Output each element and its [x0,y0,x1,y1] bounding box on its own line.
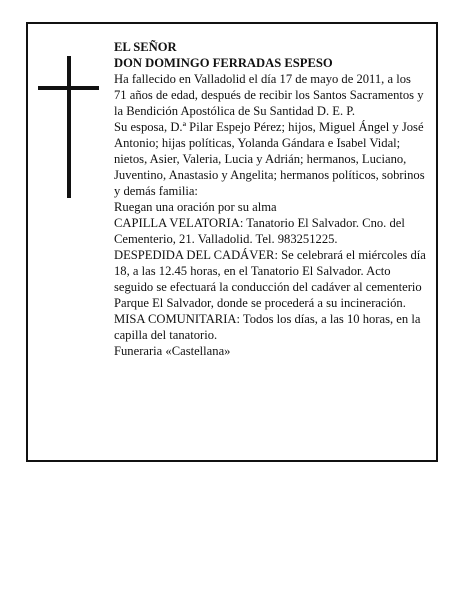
funeral-home: Funeraria «Castellana» [114,344,231,358]
deceased-name: DON DOMINGO FERRADAS ESPESO [114,56,333,70]
obituary-frame [26,22,438,462]
obituary-text [114,39,426,359]
farewell-paragraph: DESPEDIDA DEL CADÁVER: Se celebrará el miércoles día 18, a las 12.45 horas, en el Tanatorio El Salvador. Acto seguido se efectuará la conducción del cadáver al cementerio Parque El Salvador, donde se procederá a su incineración. [114,248,426,310]
prayer-request: Ruegan una oración por su alma [114,200,277,214]
chapel-paragraph: CAPILLA VELATORIA: Tanatorio El Salvador. Cno. del Cementerio, 21. Valladolid. Tel. 983251225. [114,216,405,246]
cross-vertical-bar [67,56,71,198]
title-line-1: EL SEÑOR [114,40,177,54]
family-paragraph: Su esposa, D.ª Pilar Espejo Pérez; hijos, Miguel Ángel y José Antonio; hijas políticas, Yolanda Gándara e Isabel Vidal; nietos, Asier, Valeria, Lucia y Adrián; hermanos, Luciano, Juventino, Anastasio y Angelita; hermanos políticos, sobrinos y demás familia: [114,120,425,198]
mass-paragraph: MISA COMUNITARIA: Todos los días, a las 10 horas, en la capilla del tanatorio. [114,312,421,342]
death-paragraph: Ha fallecido en Valladolid el día 17 de mayo de 2011, a los 71 años de edad, después de recibir los Santos Sacramentos y la Bendición Apostólica de Su Santidad D. E. P. [114,72,424,118]
cross-horizontal-bar [38,86,99,90]
